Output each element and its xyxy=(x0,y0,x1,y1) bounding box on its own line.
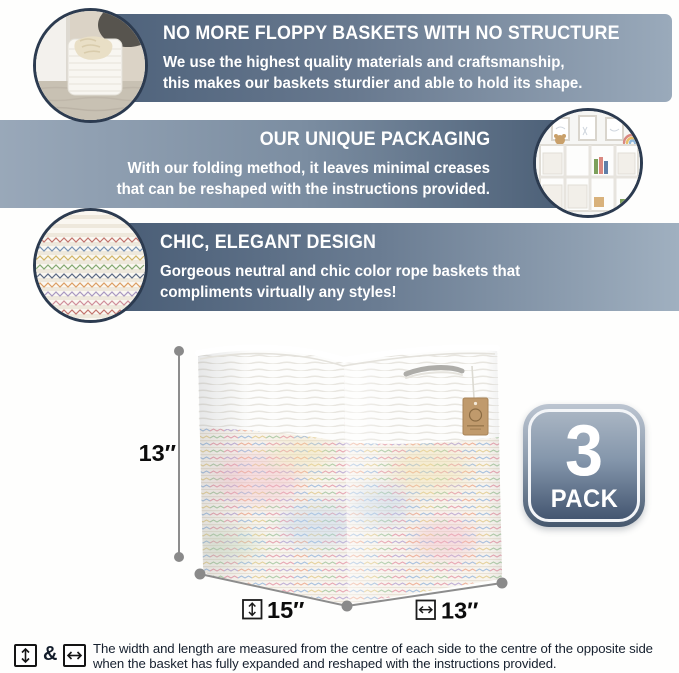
pack-count-badge xyxy=(523,404,645,527)
banner-body: We use the highest quality materials and craftsmanship, this makes our baskets sturdier and able to hold its shape. xyxy=(163,53,583,92)
product-basket-figure xyxy=(130,330,525,630)
photo-rope-texture xyxy=(33,208,148,323)
banner-title: NO MORE FLOPPY BASKETS WITH NO STRUCTURE xyxy=(163,22,620,44)
basket-room-illustration xyxy=(36,11,145,120)
width-arrow-icon xyxy=(417,601,436,620)
rope-texture-illustration xyxy=(36,211,145,320)
photo-basket-in-room xyxy=(33,8,148,123)
banner-body: Gorgeous neutral and chic color rope baskets that compliments virtually any styles! xyxy=(160,262,521,301)
feature-banner-design xyxy=(90,223,679,311)
horizontal-double-arrow-icon xyxy=(63,644,86,667)
banner-body: With our folding method, it leaves minimal creases that can be reshaped with the instructions provided. xyxy=(116,159,491,198)
measurement-footnote xyxy=(0,639,679,673)
depth-dimension-label: 15″ xyxy=(267,597,305,623)
height-dimension-label: 13″ xyxy=(138,440,176,466)
feature-banner-structure xyxy=(95,14,672,102)
basket-illustration xyxy=(198,347,502,603)
photo-cube-shelf xyxy=(533,108,643,218)
pack-count-number: 3 xyxy=(564,410,604,491)
banner-title: OUR UNIQUE PACKAGING xyxy=(259,128,490,150)
footnote-text: The width and length are measured from the centre of each side to the centre of the opposite side when the basket has fully expanded and reshaped with the instructions provided. xyxy=(93,641,653,671)
shelf-illustration xyxy=(536,111,640,215)
ampersand: & xyxy=(43,643,58,665)
width-dimension-label: 13″ xyxy=(441,597,479,624)
pack-count-word: PACK xyxy=(550,484,618,513)
feature-banner-packaging xyxy=(0,120,612,208)
banner-title: CHIC, ELEGANT DESIGN xyxy=(160,231,377,253)
depth-arrow-icon xyxy=(243,600,262,619)
pack-count-badge-inner xyxy=(528,409,640,522)
vertical-double-arrow-icon xyxy=(14,644,37,667)
